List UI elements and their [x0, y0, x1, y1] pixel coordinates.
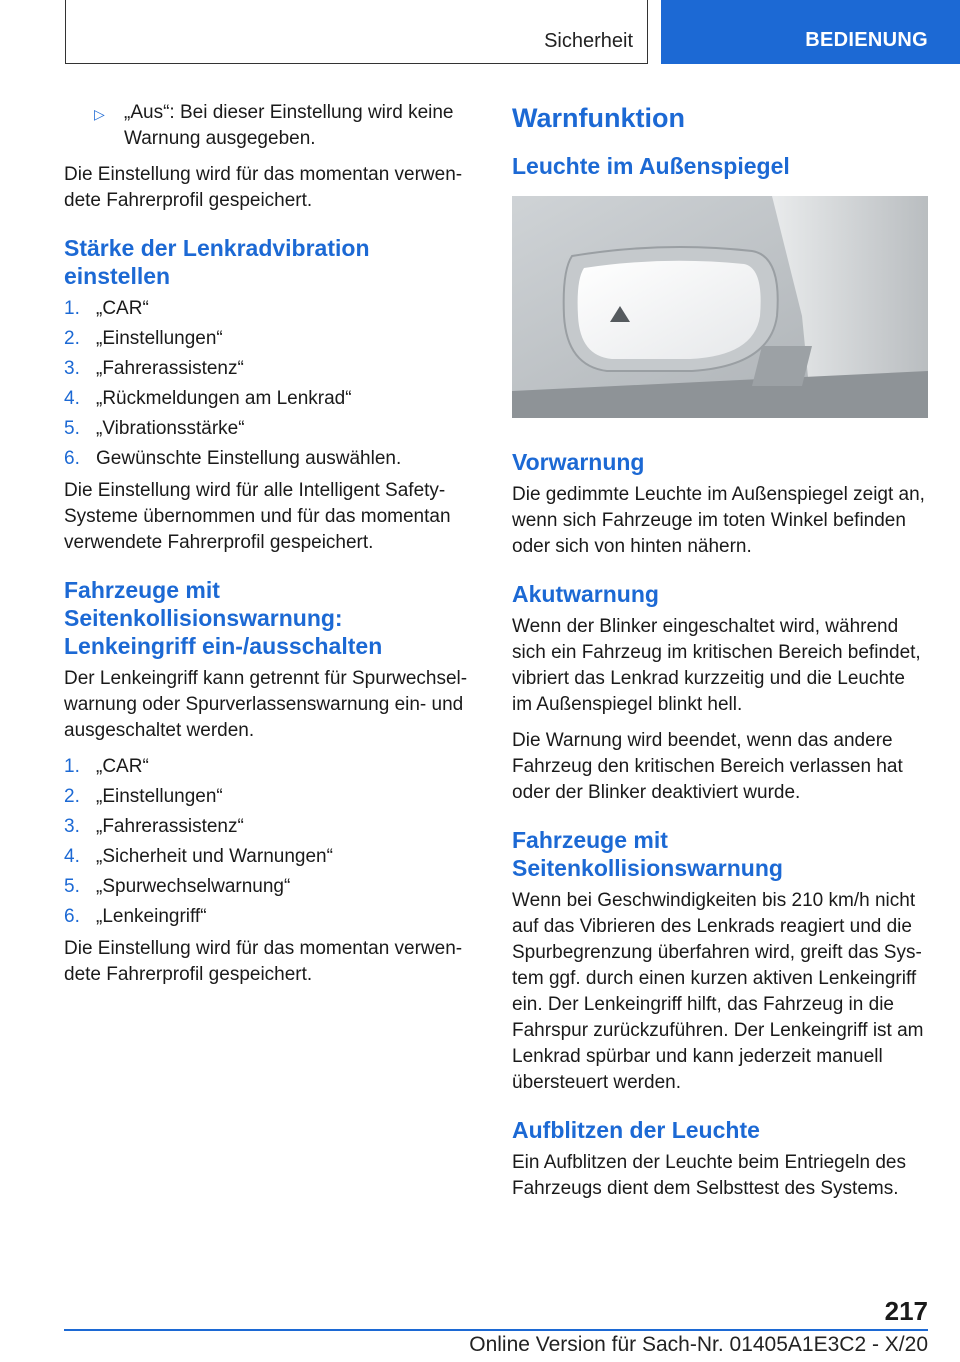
step-text: „Lenkeingriff“ — [96, 906, 207, 927]
steps-list-vibration — [64, 296, 476, 472]
step-item — [64, 446, 476, 472]
step-number: 6. — [64, 906, 80, 927]
step-number: 5. — [64, 418, 80, 439]
step-item — [64, 844, 476, 870]
right-column — [512, 100, 928, 1212]
paragraph: Die Warnung wird beendet, wenn das andere Fahrzeug den kritischen Bereich verlassen hat oder der Blinker deaktiviert wurde. — [512, 730, 903, 803]
step-item — [64, 784, 476, 810]
heading-lenkeingriff: Fahrzeuge mit Seitenkollisionswarnung: Lenkeingriff ein-/ausschalten — [64, 577, 383, 659]
online-version-link[interactable]: Online Version für Sach-Nr. 01405A1E3C2 - X/20 — [469, 1333, 928, 1356]
step-item — [64, 814, 476, 840]
mirror-illustration — [512, 196, 928, 418]
footer-divider — [64, 1329, 928, 1331]
step-number: 4. — [64, 846, 80, 867]
step-number: 4. — [64, 388, 80, 409]
step-item — [64, 386, 476, 412]
step-number: 3. — [64, 358, 80, 379]
step-text: „Rückmeldungen am Lenkrad“ — [96, 388, 352, 409]
paragraph: Ein Aufblitzen der Leuchte beim Entriegeln des Fahrzeugs dient dem Selbsttest des Systems. — [512, 1152, 906, 1199]
left-column — [64, 100, 476, 998]
step-text: „Einstellungen“ — [96, 328, 223, 349]
step-item — [64, 754, 476, 780]
step-item — [64, 904, 476, 930]
step-text: „Vibrationsstärke“ — [96, 418, 245, 439]
paragraph: Die Einstellung wird für das momentan verwendete Fahrerprofil gespeichert. — [64, 938, 463, 985]
step-text: „Sicherheit und Warnungen“ — [96, 846, 333, 867]
header-chapter-title: BEDIENUNG — [805, 29, 928, 51]
bullet-text: „Aus“: Bei dieser Einstellung wird keine Warnung ausgegeben. — [124, 102, 454, 149]
bullet-item — [64, 100, 476, 152]
step-number: 1. — [64, 756, 80, 777]
step-number: 2. — [64, 786, 80, 807]
steps-list-lenkeingriff — [64, 754, 476, 930]
header-chapter-band — [661, 0, 960, 64]
step-text: „Einstellungen“ — [96, 786, 223, 807]
step-number: 6. — [64, 448, 80, 469]
page-number: 217 — [884, 1296, 928, 1326]
step-item — [64, 296, 476, 322]
step-text: „Fahrerassistenz“ — [96, 358, 244, 379]
step-item — [64, 356, 476, 382]
paragraph: Die gedimmte Leuchte im Außenspiegel zeigt an, wenn sich Fahrzeuge im toten Winkel befinden oder sich von hinten nähern. — [512, 484, 925, 557]
header-section-tab — [65, 0, 648, 64]
heading-akutwarnung: Akutwarnung — [512, 581, 659, 607]
bullet-triangle-icon: ▷ — [94, 106, 105, 122]
heading-leuchte: Leuchte im Außenspiegel — [512, 153, 790, 179]
step-text: „Fahrerassistenz“ — [96, 816, 244, 837]
step-text: Gewünschte Einstellung auswählen. — [96, 448, 402, 469]
heading-seitenkollision: Fahrzeuge mit Seitenkollisionswarnung — [512, 827, 783, 881]
paragraph: Die Einstellung wird für alle Intelligent Safety-Systeme übernommen und für das momentan verwendete Fahrerprofil gespeichert. — [64, 480, 451, 553]
heading-warnfunktion: Warnfunktion — [512, 103, 685, 133]
heading-vibration: Stärke der Lenkradvibration einstellen — [64, 235, 370, 289]
step-number: 5. — [64, 876, 80, 897]
step-text: „CAR“ — [96, 756, 149, 777]
step-text: „Spurwechselwarnung“ — [96, 876, 291, 897]
paragraph: Der Lenkeingriff kann getrennt für Spurwechselwarnung oder Spurverlassenswarnung ein- und ausgeschaltet werden. — [64, 668, 468, 741]
step-item — [64, 326, 476, 352]
paragraph: Wenn bei Geschwindigkeiten bis 210 km/h nicht auf das Vibrieren des Lenkrads reagiert und die Spurbegrenzung überfahren wird, greift das System ggf. durch einen kurzen aktiven Lenkeingriff ein. Der Lenkeingriff hilft, das Fahrzeug in die Fahrspur zurückzuführen. Der Lenkeingriff ist am Lenkrad spürbar und kann jederzeit manuell übersteuert werden. — [512, 890, 924, 1093]
step-item — [64, 874, 476, 900]
heading-aufblitzen: Aufblitzen der Leuchte — [512, 1117, 760, 1143]
heading-vorwarnung: Vorwarnung — [512, 449, 645, 475]
step-number: 3. — [64, 816, 80, 837]
header-section-title: Sicherheit — [544, 30, 633, 52]
step-text: „CAR“ — [96, 298, 149, 319]
paragraph: Die Einstellung wird für das momentan verwendete Fahrerprofil gespeichert. — [64, 164, 463, 211]
step-item — [64, 416, 476, 442]
paragraph: Wenn der Blinker eingeschaltet wird, während sich ein Fahrzeug im kritischen Bereich befindet, vibriert das Lenkrad kurzzeitig und die Leuchte im Außenspiegel blinkt hell. — [512, 616, 921, 715]
step-number: 1. — [64, 298, 80, 319]
step-number: 2. — [64, 328, 80, 349]
